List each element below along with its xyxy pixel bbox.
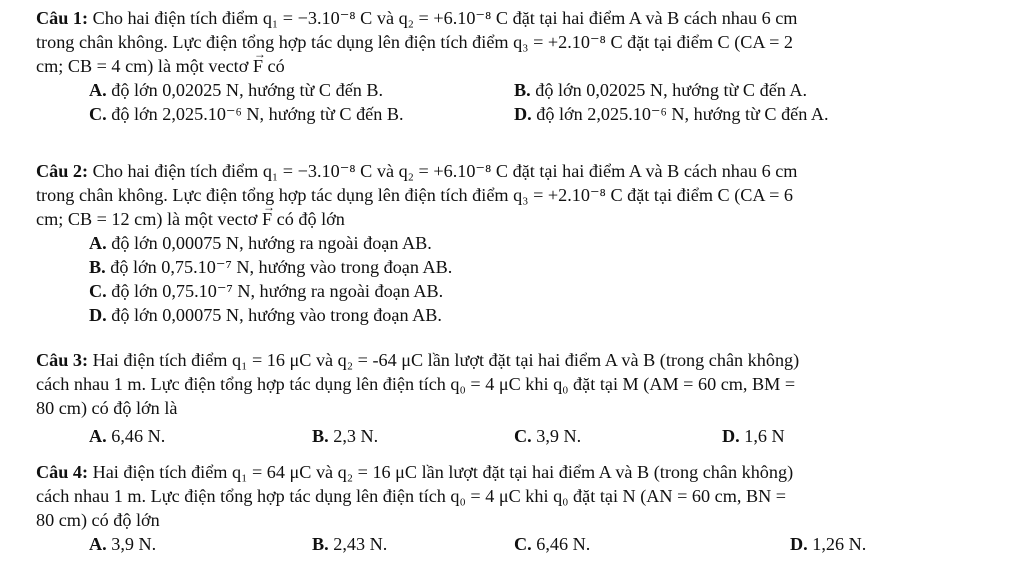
question-2-text-3b: có độ lớn [272,209,345,229]
option-text: 1,26 N. [807,534,867,554]
option-key: D. [514,104,532,124]
question-2-option-c[interactable] [89,279,1004,303]
question-4-options [36,532,1004,556]
question-3-line-2: cách nhau 1 m. Lực điện tổng hợp tác dụng lên điện tích q₀ = 4 μC khi q₀ đặt tại M (AM = 60 cm, BM = [36,374,796,394]
option-key: B. [89,257,106,277]
option-text: độ lớn 0,00075 N, hướng vào trong đoạn AB. [106,305,442,325]
question-4-line-1 [36,460,1004,484]
question-4-option-b[interactable] [312,532,387,556]
question-4-label: Câu 4: [36,462,89,482]
option-key: D. [89,305,107,325]
option-text: độ lớn 0,00075 N, hướng ra ngoài đoạn AB. [106,233,432,253]
question-4-option-a[interactable] [89,532,156,556]
question-3-option-b[interactable] [312,424,378,448]
question-1-label: Câu 1: [36,8,89,28]
option-key: B. [312,426,329,446]
option-key: C. [89,281,107,301]
option-text: 1,6 N [739,426,785,446]
question-2-option-b[interactable] [89,255,1004,279]
question-2 [36,159,1004,327]
question-3-text-1: Hai điện tích điểm q₁ = 16 μC và q₂ = -64 μC lần lượt đặt tại hai điểm A và B (trong chân không) [88,350,800,370]
question-3-option-c[interactable] [514,424,581,448]
option-text: độ lớn 2,025.10⁻⁶ N, hướng từ C đến B. [106,104,404,124]
question-1-text-1: Cho hai điện tích điểm q₁ = −3.10⁻⁸ C và q₂ = +6.10⁻⁸ C đặt tại hai điểm A và B cách nhau 6 cm [88,8,798,28]
question-3-line-3: 80 cm) có độ lớn là [36,398,178,418]
question-4-option-d[interactable] [790,532,866,556]
option-key: B. [514,80,531,100]
question-1-option-b[interactable] [514,78,807,102]
question-2-line-3 [36,207,1004,231]
question-3-options [36,420,1004,444]
option-key: B. [312,534,329,554]
question-1-option-c[interactable] [89,102,404,126]
question-4-option-c[interactable] [514,532,590,556]
option-text: độ lớn 0,02025 N, hướng từ C đến A. [530,80,808,100]
question-2-text-3a: cm; CB = 12 cm) là một vectơ [36,209,262,229]
option-text: 3,9 N. [531,426,582,446]
question-1-option-d[interactable] [514,102,829,126]
question-2-options [36,231,1004,327]
option-key: A. [89,80,107,100]
option-text: độ lớn 0,75.10⁻⁷ N, hướng ra ngoài đoạn AB. [106,281,444,301]
option-text: độ lớn 0,75.10⁻⁷ N, hướng vào trong đoạn AB. [105,257,453,277]
option-key: C. [514,534,532,554]
question-2-text-1: Cho hai điện tích điểm q₁ = −3.10⁻⁸ C và q₂ = +6.10⁻⁸ C đặt tại hai điểm A và B cách nhau 6 cm [88,161,798,181]
option-key: C. [89,104,107,124]
option-text: 2,3 N. [328,426,379,446]
option-text: 2,43 N. [328,534,388,554]
option-text: độ lớn 2,025.10⁻⁶ N, hướng từ C đến A. [531,104,829,124]
question-1-line-3 [36,54,1004,78]
question-2-line-2: trong chân không. Lực điện tổng hợp tác dụng lên điện tích điểm q₃ = +2.10⁻⁸ C đặt tại điểm C (CA = 6 [36,185,793,205]
question-1 [36,6,1004,126]
question-1-line-1 [36,6,1004,30]
question-3-line-1 [36,348,1004,372]
question-1-text-3b: có [263,56,285,76]
option-key: D. [790,534,808,554]
question-2-label: Câu 2: [36,161,89,181]
question-4 [36,460,1004,556]
option-key: D. [722,426,740,446]
question-3-label: Câu 3: [36,350,89,370]
question-1-line-2: trong chân không. Lực điện tổng hợp tác dụng lên điện tích điểm q₃ = +2.10⁻⁸ C đặt tại điểm C (CA = 2 [36,32,793,52]
question-3-option-a[interactable] [89,424,165,448]
question-3-option-d[interactable] [722,424,785,448]
option-text: độ lớn 0,02025 N, hướng từ C đến B. [106,80,384,100]
question-3 [36,348,1004,444]
option-key: A. [89,426,107,446]
option-key: C. [514,426,532,446]
question-4-line-2: cách nhau 1 m. Lực điện tổng hợp tác dụng lên điện tích q₀ = 4 μC khi q₀ đặt tại N (AN = 60 cm, BN = [36,486,787,506]
option-text: 3,9 N. [106,534,157,554]
question-1-option-a[interactable] [89,78,383,102]
question-2-line-1 [36,159,1004,183]
option-key: A. [89,534,107,554]
question-1-text-3a: cm; CB = 4 cm) là một vectơ [36,56,253,76]
question-1-options [36,78,1004,126]
vector-f-symbol: → F [262,207,272,231]
option-key: A. [89,233,107,253]
vector-f-symbol: → F [253,54,263,78]
option-text: 6,46 N. [106,426,166,446]
option-text: 6,46 N. [531,534,591,554]
question-2-option-d[interactable] [89,303,1004,327]
question-4-text-1: Hai điện tích điểm q₁ = 64 μC và q₂ = 16 μC lần lượt đặt tại hai điểm A và B (trong chân không) [88,462,794,482]
question-2-option-a[interactable] [89,231,1004,255]
question-4-line-3: 80 cm) có độ lớn [36,510,160,530]
